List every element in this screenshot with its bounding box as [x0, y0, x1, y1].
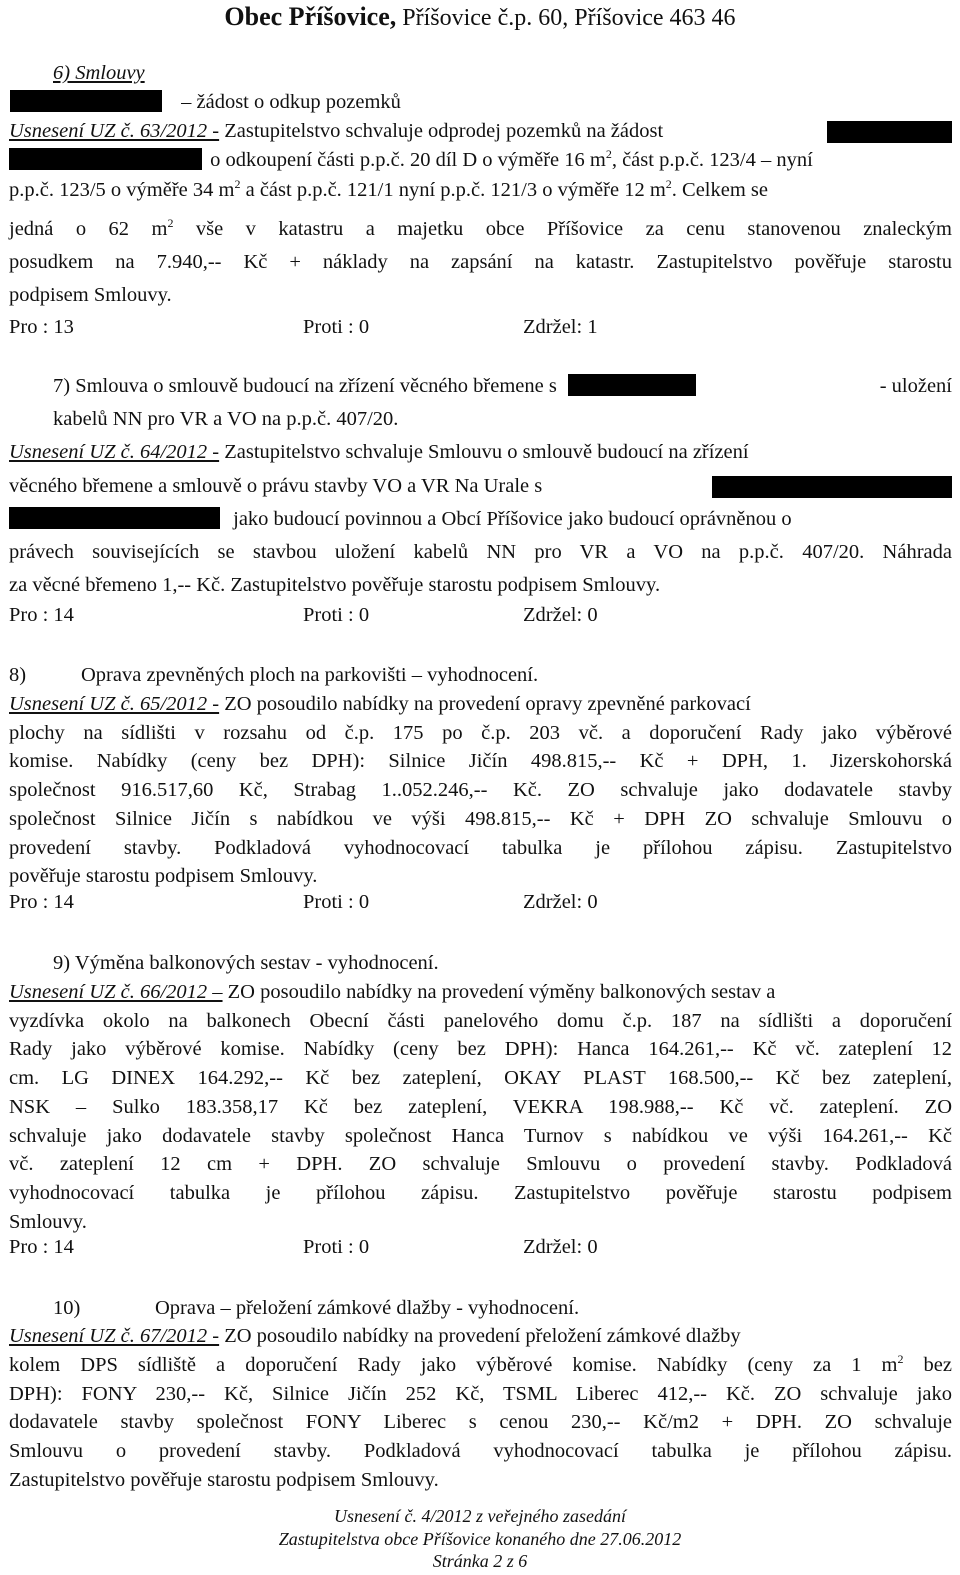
- redaction: [827, 121, 952, 143]
- section-10-title: 10) Oprava – přeložení zámkové dlažby - vyhodnocení.: [53, 1297, 580, 1319]
- header-address: Příšovice č.p. 60, Příšovice 463 46: [402, 5, 736, 31]
- s7-line-4: věcného břemene a smlouvě o právu stavby VO a VR Na Urale s: [9, 472, 952, 501]
- vote-proti: Proti : 0: [303, 891, 370, 913]
- vote-zdrzel: Zdržel: 0: [523, 1236, 598, 1258]
- redaction: [10, 90, 162, 112]
- s6-line-5: jedná o 62 $m^2$ vše v katastru a majetku obce Příšovice za cenu stanovenou znaleckým: [9, 216, 952, 240]
- footer-page-number: Stránka 2 z 6: [432, 1551, 528, 1571]
- s6-line-6: posudkem na 7.940,-- Kč + náklady na zapsání na katastr. Zastupitelstvo pověřuje starostu: [9, 251, 952, 273]
- redaction: [9, 148, 202, 170]
- resolution-label: Usnesení UZ č. 63/2012 -: [9, 120, 220, 142]
- section-9-title: 9) Výměna balkonových sestav - vyhodnocení.: [53, 952, 439, 974]
- s10-line-5: Smlouvu o provedení stavby. Podkladová vyhodnocovací tabulka je přílohou zápisu.: [9, 1440, 952, 1462]
- section-8-title: 8) Oprava zpevněných ploch na parkovišti – vyhodnocení.: [9, 664, 539, 686]
- section-7-title: 7) Smlouva o smlouvě budoucí na zřízení věcného břemene s - uložení: [53, 375, 952, 397]
- vote-pro: Pro : 14: [9, 1236, 74, 1258]
- s9-line-5: NSK – Sulko 183.358,17 Kč bez zateplení, VEKRA 198.988,-- Kč vč. zateplení. ZO: [9, 1096, 952, 1118]
- resolution-label: Usnesení UZ č. 66/2012 –: [9, 981, 223, 1003]
- vote-pro: Pro : 14: [9, 604, 74, 626]
- redaction: [568, 374, 696, 396]
- s6-line-4: p.p.č. 123/5 o výměře 34 $m^2$ a část p.p.č. 121/1 nyní p.p.č. 121/3 o výměře 12 $m^2$. Celkem se: [9, 177, 768, 201]
- s7-line-3: Usnesení UZ č. 64/2012 - Zastupitelstvo schvaluje Smlouvu o smlouvě budoucí na zřízení: [9, 441, 749, 463]
- s7-line-5: jako budoucí povinnou a Obcí Příšovice jako budoucí oprávněnou o: [9, 505, 952, 534]
- vote-zdrzel: Zdržel: 0: [523, 604, 598, 626]
- redaction: [712, 476, 952, 498]
- vote-proti: Proti : 0: [303, 1236, 370, 1258]
- s7-line-2: kabelů NN pro VR a VO na p.p.č. 407/20.: [53, 408, 399, 430]
- section-6-title: 6) Smlouvy: [53, 62, 145, 84]
- footer-line-1: Usnesení č. 4/2012 z veřejného zasedání: [334, 1506, 626, 1526]
- vote-proti: Proti : 0: [303, 604, 370, 626]
- s6-line-7: podpisem Smlouvy.: [9, 284, 172, 306]
- s9-line-6: schvaluje jako dodavatele stavby společnost Hanca Turnov s nabídkou ve výši 164.261,-- Kč: [9, 1125, 952, 1147]
- s10-line-4: dodavatele stavby společnost FONY Liberec s cenou 230,-- Kč/m2 + DPH. ZO schvaluje: [9, 1411, 952, 1433]
- resolution-label: Usnesení UZ č. 67/2012 -: [9, 1325, 220, 1347]
- footer-line-2: Zastupitelstva obce Příšovice konaného dne 27.06.2012: [278, 1529, 682, 1549]
- s10-line-1: Usnesení UZ č. 67/2012 - ZO posoudilo nabídky na provedení přeložení zámkové dlažby: [9, 1325, 741, 1347]
- s9-line-3: Rady jako výběrové komise. Nabídky (ceny bez DPH): Hanca 164.261,-- Kč vč. zateplení 12: [9, 1038, 952, 1060]
- s10-line-6: Zastupitelstvo pověřuje starostu podpisem Smlouvy.: [9, 1469, 439, 1491]
- s8-line-1: Usnesení UZ č. 65/2012 - ZO posoudilo nabídky na provedení opravy zpevněné parkovací: [9, 693, 751, 715]
- vote-zdrzel: Zdržel: 1: [523, 316, 598, 338]
- s9-line-8: vyhodnocovací tabulka je přílohou zápisu. Zastupitelstvo pověřuje starostu podpisem: [9, 1182, 952, 1204]
- s10-line-3: DPH): FONY 230,-- Kč, Silnice Jičín 252 Kč, TSML Liberec 412,-- Kč. ZO schvaluje jako: [9, 1383, 952, 1405]
- s6-line-3: o odkoupení části p.p.č. 20 díl D o výměře 16 $m^2$, část p.p.č. 123/4 – nyní: [9, 146, 952, 175]
- s6-line-2: Usnesení UZ č. 63/2012 - Zastupitelstvo schvaluje odprodej pozemků na žádost: [9, 117, 952, 146]
- s9-line-2: vyzdívka okolo na balkonech Obecní části panelového domu č.p. 187 na sídlišti a doporučení: [9, 1010, 952, 1032]
- s9-line-1: Usnesení UZ č. 66/2012 – ZO posoudilo nabídky na provedení výměny balkonových sestav a: [9, 981, 776, 1003]
- resolution-label: Usnesení UZ č. 64/2012 -: [9, 441, 220, 463]
- vote-proti: Proti : 0: [303, 316, 370, 338]
- s7-line-6: právech souvisejících se stavbou uložení kabelů NN pro VR a VO na p.p.č. 407/20. Náhrada: [9, 541, 952, 563]
- s8-line-3: komise. Nabídky (ceny bez DPH): Silnice Jičín 498.815,-- Kč + DPH, 1. Jizerskohorská: [9, 750, 952, 772]
- s8-line-7: pověřuje starostu podpisem Smlouvy.: [9, 865, 318, 887]
- s6-line-1: – žádost o odkup pozemků: [9, 88, 952, 117]
- vote-pro: Pro : 13: [9, 316, 74, 338]
- vote-pro: Pro : 14: [9, 891, 74, 913]
- s8-line-4: společnost 916.517,60 Kč, Strabag 1..052.246,-- Kč. ZO schvaluje jako dodavatele stavby: [9, 779, 952, 801]
- page-header: [0, 2, 960, 32]
- s10-line-2: kolem DPS sídliště a doporučení Rady jako výběrové komise. Nabídky (ceny za 1 $m^2$ bez: [9, 1352, 953, 1376]
- s8-line-2: plochy na sídlišti v rozsahu od č.p. 175 po č.p. 203 vč. a doporučení Rady jako výběrové: [9, 722, 952, 744]
- vote-zdrzel: Zdržel: 0: [523, 891, 598, 913]
- s8-line-5: společnost Silnice Jičín s nabídkou ve výši 498.815,-- Kč + DPH ZO schvaluje Smlouvu o: [9, 808, 952, 830]
- s7-line-7: za věcné břemeno 1,-- Kč. Zastupitelstvo pověřuje starostu podpisem Smlouvy.: [9, 574, 661, 596]
- resolution-label: Usnesení UZ č. 65/2012 -: [9, 693, 220, 715]
- s9-line-7: vč. zateplení 12 cm + DPH. ZO schvaluje Smlouvu o provedení stavby. Podkladová: [9, 1153, 952, 1175]
- s9-line-9: Smlouvy.: [9, 1211, 87, 1233]
- redaction: [9, 507, 220, 529]
- header-org: Obec Příšovice,: [224, 2, 397, 31]
- s9-line-4: cm. LG DINEX 164.292,-- Kč bez zateplení, OKAY PLAST 168.500,-- Kč bez zateplení,: [9, 1067, 952, 1089]
- s8-line-6: provedení stavby. Podkladová vyhodnocovací tabulka je přílohou zápisu. Zastupitelstvo: [9, 837, 952, 859]
